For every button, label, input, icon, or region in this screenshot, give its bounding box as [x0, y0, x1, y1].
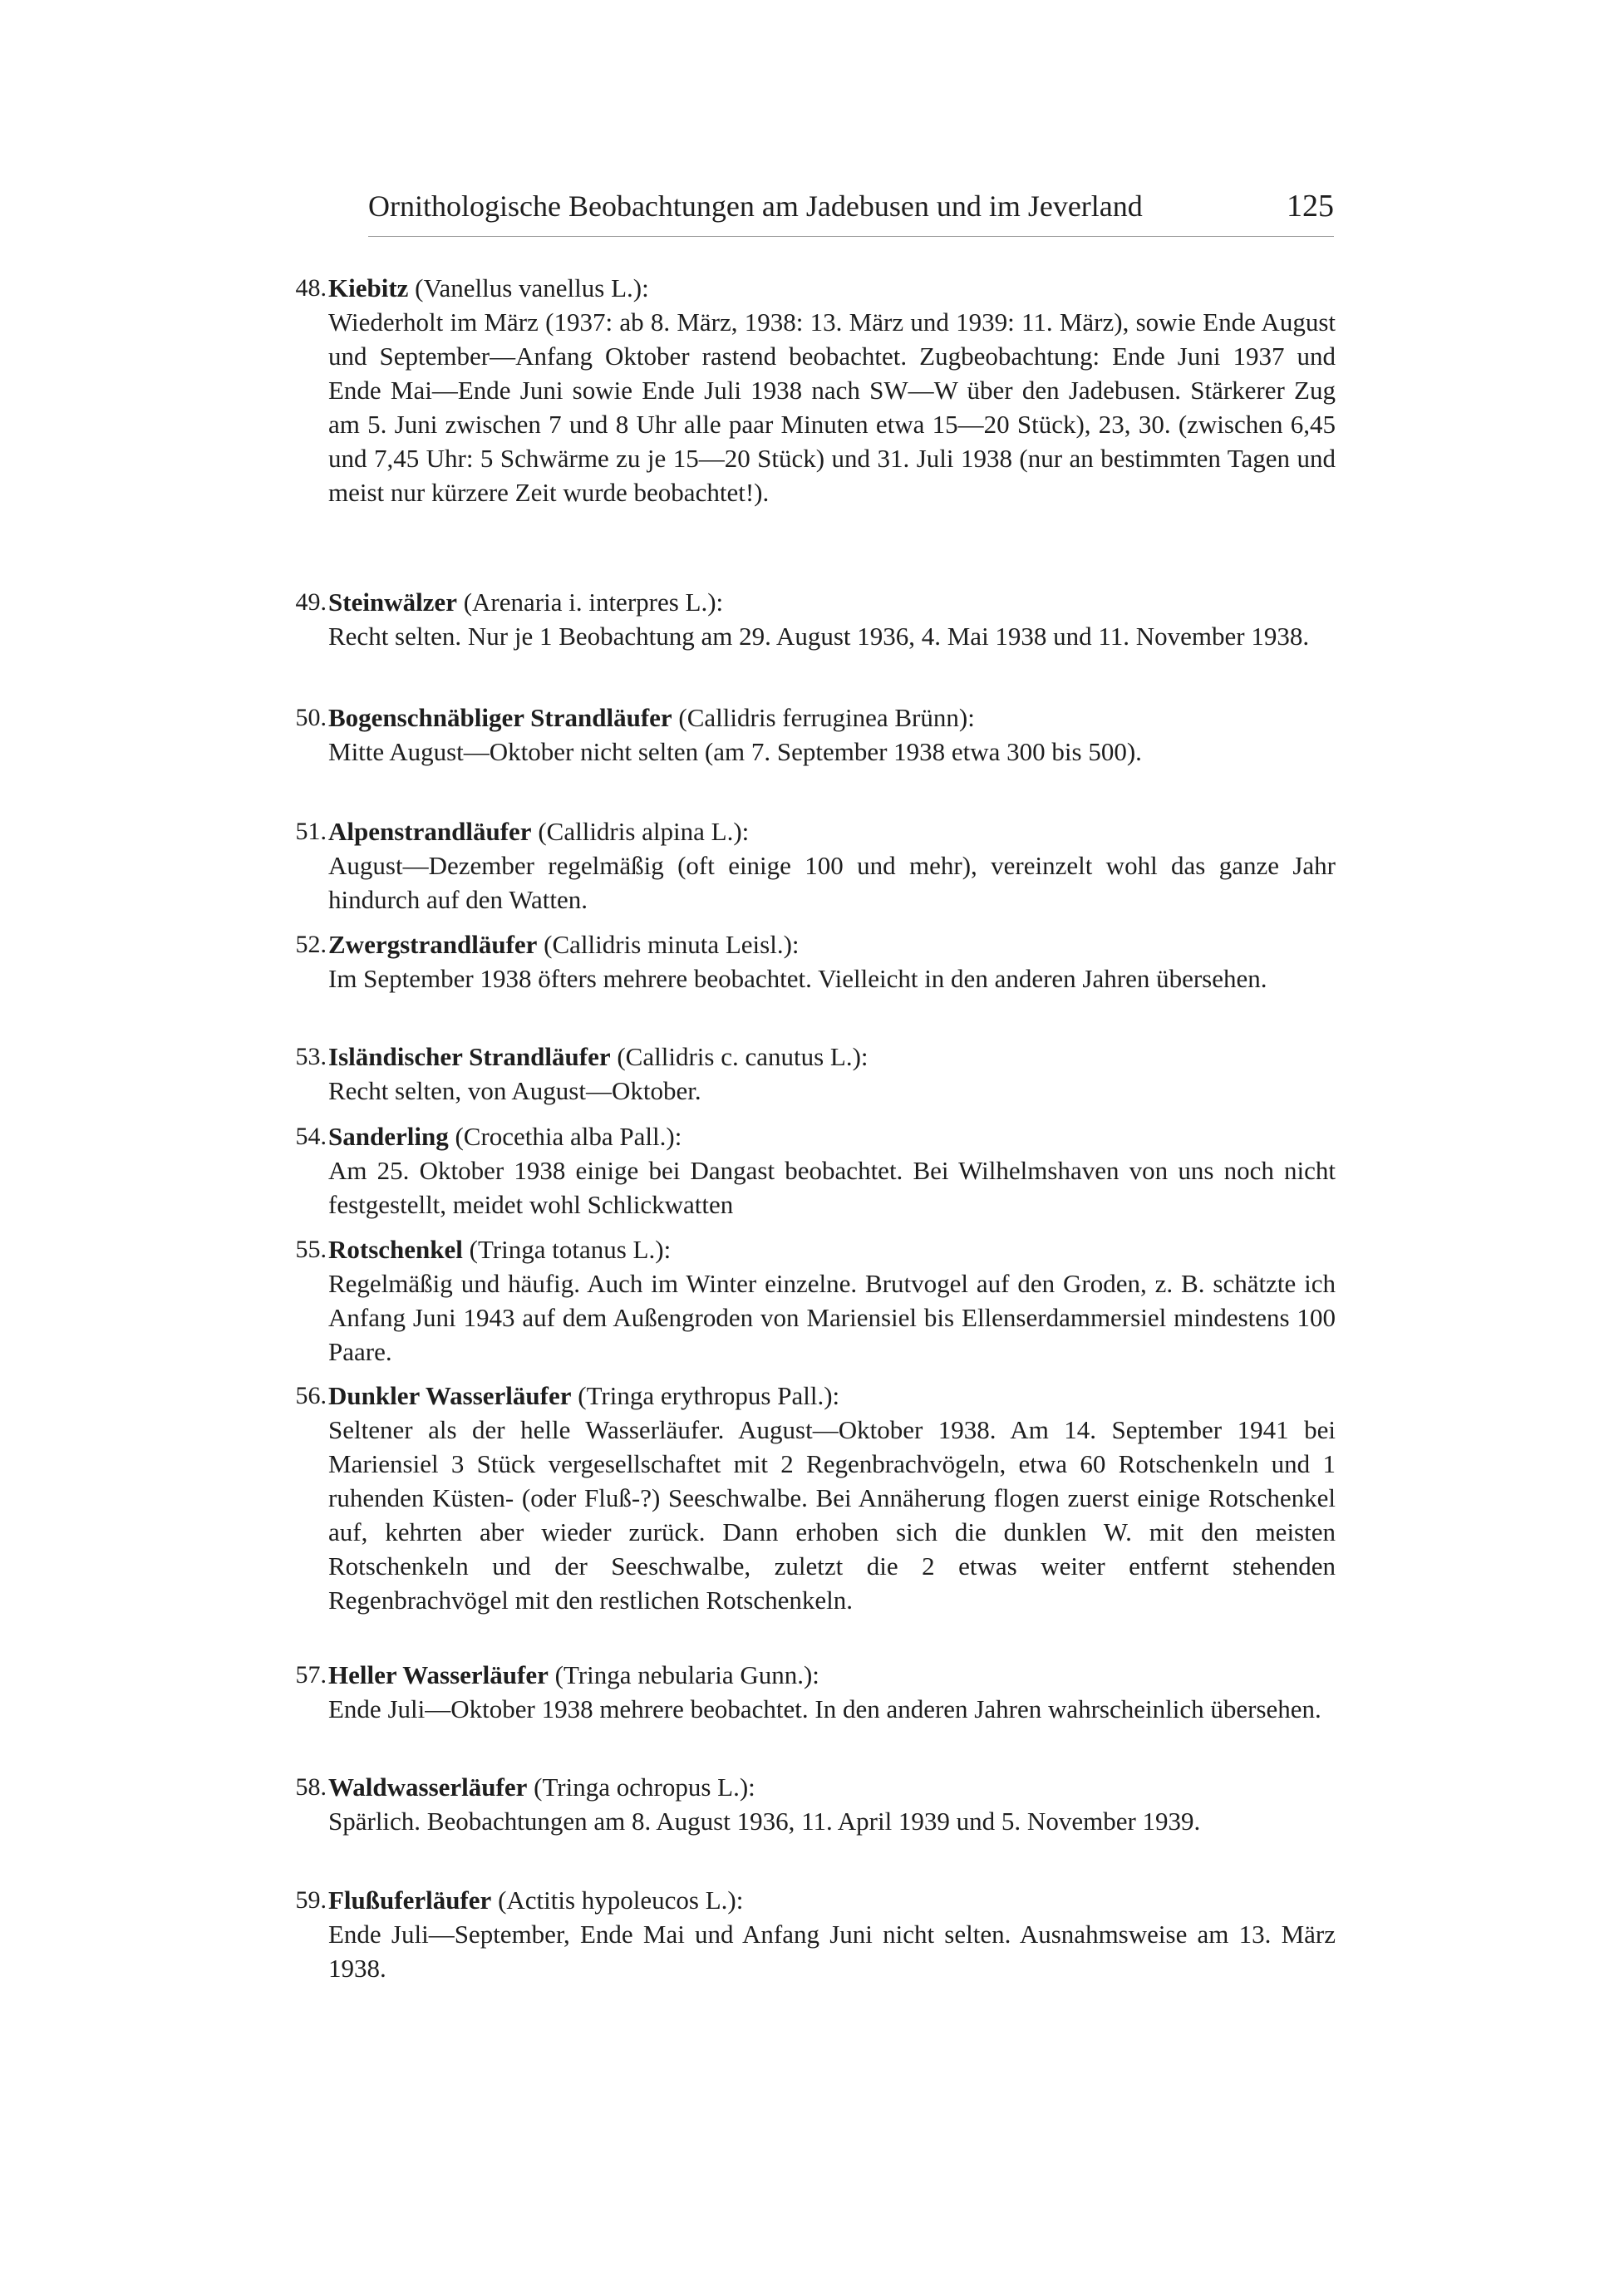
- entry-number: 50.: [295, 704, 327, 731]
- entry-number: 57.: [295, 1661, 327, 1689]
- species-name: Alpenstrandläufer: [328, 817, 532, 846]
- species-name: Isländischer Strandläufer: [328, 1042, 611, 1071]
- entry-number: 49.: [295, 588, 327, 616]
- entry-text: Ende Juli—Oktober 1938 mehrere beobachtet. In den anderen Jahren wahrscheinlich übersehen.: [328, 1694, 1321, 1723]
- entry-text: Regelmäßig und häufig. Auch im Winter einzelne. Brutvogel auf den Groden, z. B. schätzte ich Anfang Juni 1943 auf dem Außengroden von Mariensiel bis Ellenserdammersiel mindestens 100 Paare.: [328, 1269, 1336, 1366]
- entry-text: Mitte August—Oktober nicht selten (am 7. September 1938 etwa 300 bis 500).: [328, 737, 1142, 766]
- entry-heading: [328, 927, 1334, 961]
- entry-text: Recht selten. Nur je 1 Beobachtung am 29. August 1936, 4. Mai 1938 und 11. November 1938.: [328, 622, 1310, 651]
- scientific-name: (Crocethia alba Pall.):: [455, 1122, 682, 1151]
- entry-heading: [328, 1883, 1334, 1917]
- scientific-name: (Vanellus vanellus L.):: [415, 273, 649, 302]
- entry-heading: [328, 585, 1334, 619]
- entry-number: 54.: [295, 1123, 327, 1150]
- entry-number: 55.: [295, 1236, 327, 1263]
- species-name: Flußuferläufer: [328, 1885, 492, 1915]
- running-title: Ornithologische Beobachtungen am Jadebusen und im Jeverland: [368, 189, 1143, 223]
- entry-text: Ende Juli—September, Ende Mai und Anfang Juni nicht selten. Ausnahmsweise am 13. März 1938.: [328, 1920, 1336, 1983]
- scientific-name: (Tringa ochropus L.):: [534, 1772, 755, 1802]
- entry-number: 58.: [295, 1773, 327, 1801]
- entry-number: 52.: [295, 931, 327, 958]
- entry-heading: [328, 701, 1334, 735]
- entry-text: Spärlich. Beobachtungen am 8. August 1936, 11. April 1939 und 5. November 1939.: [328, 1807, 1201, 1836]
- species-name: Steinwälzer: [328, 588, 457, 617]
- entry-text: Wiederholt im März (1937: ab 8. März, 1938: 13. März und 1939: 11. März), sowie Ende August und September—Anfang Oktober rastend beobachtet. Zugbeobachtung: Ende Juni 1937 und Ende Mai—Ende Juni sowie Ende Juli 1938 nach SW—W über den Jadebusen. Stärkerer Zug am 5. Juni zwischen 7 und 8 Uhr alle paar Minuten etwa 15—20 Stück), 23, 30. (zwischen 6,45 und 7,45 Uhr: 5 Schwärme zu je 15—20 Stück) und 31. Juli 1938 (nur an bestimmten Tagen und meist nur kürzere Zeit wurde beobachtet!).: [328, 307, 1336, 507]
- entry-heading: [328, 1770, 1334, 1804]
- species-name: Rotschenkel: [328, 1235, 463, 1264]
- scientific-name: (Arenaria i. interpres L.):: [463, 588, 724, 617]
- entry-heading: [328, 1040, 1334, 1074]
- entry-text: Am 25. Oktober 1938 einige bei Dangast beobachtet. Bei Wilhelmshaven von uns noch nicht festgestellt, meidet wohl Schlickwatten: [328, 1156, 1336, 1219]
- scientific-name: (Callidris minuta Leisl.):: [544, 930, 800, 959]
- species-name: Bogenschnäbliger Strandläufer: [328, 703, 672, 732]
- entry-heading: [328, 1119, 1334, 1153]
- species-name: Heller Wasserläufer: [328, 1660, 549, 1689]
- species-name: Zwergstrandläufer: [328, 930, 538, 959]
- entry-number: 48.: [295, 274, 327, 302]
- scientific-name: (Callidris alpina L.):: [538, 817, 750, 846]
- species-name: Waldwasserläufer: [328, 1772, 528, 1802]
- species-name: Sanderling: [328, 1122, 449, 1151]
- entry-number: 56.: [295, 1382, 327, 1409]
- scientific-name: (Callidris c. canutus L.):: [617, 1042, 869, 1071]
- scientific-name: (Tringa nebularia Gunn.):: [554, 1660, 819, 1689]
- scientific-name: (Callidris ferruginea Brünn):: [678, 703, 975, 732]
- entry-heading: [328, 271, 1334, 305]
- scientific-name: (Tringa erythropus Pall.):: [578, 1381, 840, 1410]
- entry-heading: [328, 1658, 1334, 1692]
- entry-number: 51.: [295, 818, 327, 845]
- entry-text: Im September 1938 öfters mehrere beobachtet. Vielleicht in den anderen Jahren übersehen.: [328, 964, 1267, 993]
- scientific-name: (Tringa totanus L.):: [469, 1235, 672, 1264]
- entry-text: Recht selten, von August—Oktober.: [328, 1076, 701, 1105]
- entry-number: 59.: [295, 1886, 327, 1914]
- scientific-name: (Actitis hypoleucos L.):: [498, 1885, 744, 1915]
- entry-text: August—Dezember regelmäßig (oft einige 100 und mehr), vereinzelt wohl das ganze Jahr hindurch auf den Watten.: [328, 851, 1336, 914]
- entry-heading: [328, 1379, 1334, 1413]
- page-number: 125: [1287, 189, 1334, 224]
- entry-text: Seltener als der helle Wasserläufer. August—Oktober 1938. Am 14. September 1941 bei Mariensiel 3 Stück vergesellschaftet mit 2 Regenbrachvögeln, etwa 60 Rotschenkeln und 1 ruhenden Küsten- (oder Fluß-?) Seeschwalbe. Bei Annäherung flogen zuerst einige Rotschenkel auf, kehrten aber wieder zurück. Dann erhoben sich die dunklen W. mit den meisten Rotschenkeln und der Seeschwalbe, zuletzt die 2 etwas weiter entfernt stehenden Regenbrachvögel mit den restlichen Rotschenkeln.: [328, 1415, 1336, 1615]
- entry-number: 53.: [295, 1043, 327, 1070]
- species-name: Kiebitz: [328, 273, 409, 302]
- entry-heading: [328, 1232, 1334, 1266]
- species-name: Dunkler Wasserläufer: [328, 1381, 572, 1410]
- entry-heading: [328, 814, 1334, 848]
